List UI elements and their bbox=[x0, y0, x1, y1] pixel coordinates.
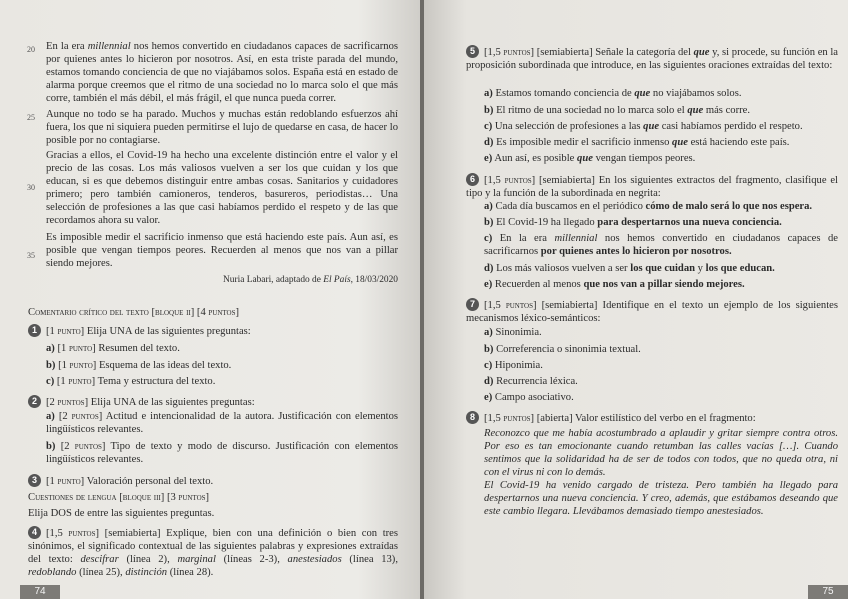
text-paragraph-1: En la era millennial nos hemos convertido en ciudadanos capaces de sacrificarnos por quienes antes lo hicieron por nosotros. Así, en esta triste parada del mundo, estamos tomando conciencia de que no viajábamos solos. España está en estado de alarma porque creemos que el ritmo de una sociedad no lo marca solo el que más corre, también el más débil, el más frágil, el que nunca pueda correr. bbox=[46, 41, 398, 104]
question-5: 5 [1,5 puntos] [semiabierta] Señale la categoría del que y, si procede, su función en la proposición subordinada que introduce, en las siguientes oraciones extraídas del texto: bbox=[466, 46, 839, 71]
question-1-option-a: a) [1 punto] Resumen del texto. bbox=[46, 343, 180, 354]
question-6-option-e: e) Recuerden al menos que nos van a pillar siendo mejores. bbox=[484, 279, 745, 290]
page-number: 74 bbox=[20, 585, 60, 599]
question-1-option-c: c) [1 punto] Tema y estructura del texto. bbox=[46, 376, 216, 387]
question-2: 2 [2 puntos] Elija UNA de las siguientes preguntas: bbox=[28, 395, 398, 410]
question-6-option-c: c) En la era millennial nos hemos convertido en ciudadanos capaces de sacrificarnos por quienes antes lo hicieron por nosotros. bbox=[484, 233, 838, 257]
question-5-option-a: a) Estamos tomando conciencia de que no viajábamos solos. bbox=[484, 88, 742, 99]
question-3: 3 [1 punto] Valoración personal del texto. bbox=[28, 474, 398, 489]
question-1-option-b: b) [1 punto] Esquema de las ideas del texto. bbox=[46, 360, 232, 371]
question-7: 7 [1,5 puntos] [semiabierta] Identifique en el texto un ejemplo de los siguientes mecanismos léxico-semánticos: bbox=[466, 299, 838, 324]
question-7-option-a: a) Sinonimia. bbox=[484, 327, 542, 338]
question-number-badge: 6 bbox=[466, 173, 479, 186]
question-6-option-a: a) Cada día buscamos en el periódico cómo de malo será lo que nos espera. bbox=[484, 201, 813, 212]
question-8-quote-2: El Covid-19 ha venido cargado de tristeza. Pero también ha llegado para despertarnos una nueva conciencia. Y creo, además, que estábamos deseando que este cambio llegara. Llevábamos demasiado tiempo anestesiados. bbox=[484, 480, 838, 517]
question-4: 4 [1,5 puntos] [semiabierta] Explique, bien con una definición o bien con tres sinónimos, el significado contextual de las siguientes palabras y expresiones extraídas del texto: descifrar (línea 2), marginal (líneas 2-3), anestesiados (línea 13), redoblando (línea 25), distinción (línea 28). bbox=[28, 527, 398, 578]
text-paragraph-2: Aunque no todo se ha parado. Muchos y muchas están redoblando esfuerzos ahí fuera, los que ni siquiera pueden permitirse el lujo de quedarse en casa, de hacer lo posible por no contagiarse. bbox=[46, 109, 398, 146]
question-number-badge: 5 bbox=[466, 45, 479, 58]
right-page bbox=[424, 0, 848, 599]
question-2-option-b: b) [2 puntos] Tipo de texto y modo de discurso. Justificación con elementos lingüísticos relevantes. bbox=[46, 441, 398, 465]
section-heading-comentario: Comentario crítico del texto [bloque ii] [4 puntos] bbox=[28, 307, 240, 318]
question-number-badge: 3 bbox=[28, 474, 41, 487]
question-8: 8 [1,5 puntos] [abierta] Valor estilístico del verbo en el fragmento: bbox=[466, 411, 838, 426]
question-7-option-d: d) Recurrencia léxica. bbox=[484, 376, 578, 387]
question-2-option-a: a) [2 puntos] Actitud e intencionalidad de la autora. Justificación con elementos lingüísticos relevantes. bbox=[46, 411, 398, 435]
text-paragraph-3: Gracias a ellos, el Covid-19 ha hecho una excelente distinción entre el valor y el precio de las cosas. Los más valiosos vuelven a ser los que cuidan y los que educan, si es que debemos distinguir entre ambas cosas. Sanitarios y cuidadores primero; pero también camioneros, tenderos, basureros, periodistas… Una selección de profesiones a las que casi habíamos perdido el respeto y de las que recordamos ahora su valor. bbox=[46, 150, 398, 226]
line-number: 25 bbox=[27, 113, 35, 122]
question-number-badge: 8 bbox=[466, 411, 479, 424]
question-5-option-b: b) El ritmo de una sociedad no lo marca solo el que más corre. bbox=[484, 105, 750, 116]
question-number-badge: 1 bbox=[28, 324, 41, 337]
page-number: 75 bbox=[808, 585, 848, 599]
question-7-option-e: e) Campo asociativo. bbox=[484, 392, 574, 403]
question-5-option-d: d) Es imposible medir el sacrificio inmenso que está haciendo este país. bbox=[484, 137, 790, 148]
line-number: 35 bbox=[27, 251, 35, 260]
question-5-option-e: e) Aun así, es posible que vengan tiempos peores. bbox=[484, 153, 696, 164]
line-number: 20 bbox=[27, 45, 35, 54]
question-number-badge: 2 bbox=[28, 395, 41, 408]
question-6-option-d: d) Los más valiosos vuelven a ser los que cuidan y los que educan. bbox=[484, 263, 775, 274]
question-5-option-c: c) Una selección de profesiones a las que casi habíamos perdido el respeto. bbox=[484, 121, 803, 132]
line-number: 30 bbox=[27, 183, 35, 192]
left-page bbox=[0, 0, 422, 599]
section-intro: Elija DOS de entre las siguientes preguntas. bbox=[28, 508, 215, 519]
section-heading-lengua: Cuestiones de lengua [bloque iii] [3 puntos] bbox=[28, 492, 210, 503]
text-source: Nuria Labari, adaptado de El País, 18/03/2020 bbox=[223, 275, 398, 285]
question-1: 1 [1 punto] Elija UNA de las siguientes preguntas: bbox=[28, 324, 398, 339]
question-6-option-b: b) El Covid-19 ha llegado para despertarnos una nueva conciencia. bbox=[484, 217, 782, 228]
question-7-option-b: b) Correferencia o sinonimia textual. bbox=[484, 344, 641, 355]
question-6: 6 [1,5 puntos] [semiabierta] En los siguientes extractos del fragmento, clasifique el tipo y la función de la subordinada en negrita: bbox=[466, 174, 838, 199]
question-number-badge: 7 bbox=[466, 298, 479, 311]
question-7-option-c: c) Hiponimia. bbox=[484, 360, 543, 371]
question-8-quote-1: Reconozco que me había acostumbrado a aplaudir y gritar siempre contra otros. Por eso es tan emocionante cuando retumban las calles vacías […]. Cuando sentimos que la solidaridad ha de ser de todos con todos, que no queda otra, ni con el virus ni con lo demás. bbox=[484, 428, 838, 478]
question-number-badge: 4 bbox=[28, 526, 41, 539]
text-paragraph-4: Es imposible medir el sacrificio inmenso que está haciendo este país. Aun así, es posible que vengan tiempos peores. Recuerden al menos que nos van a pillar siendo mejores. bbox=[46, 232, 398, 269]
